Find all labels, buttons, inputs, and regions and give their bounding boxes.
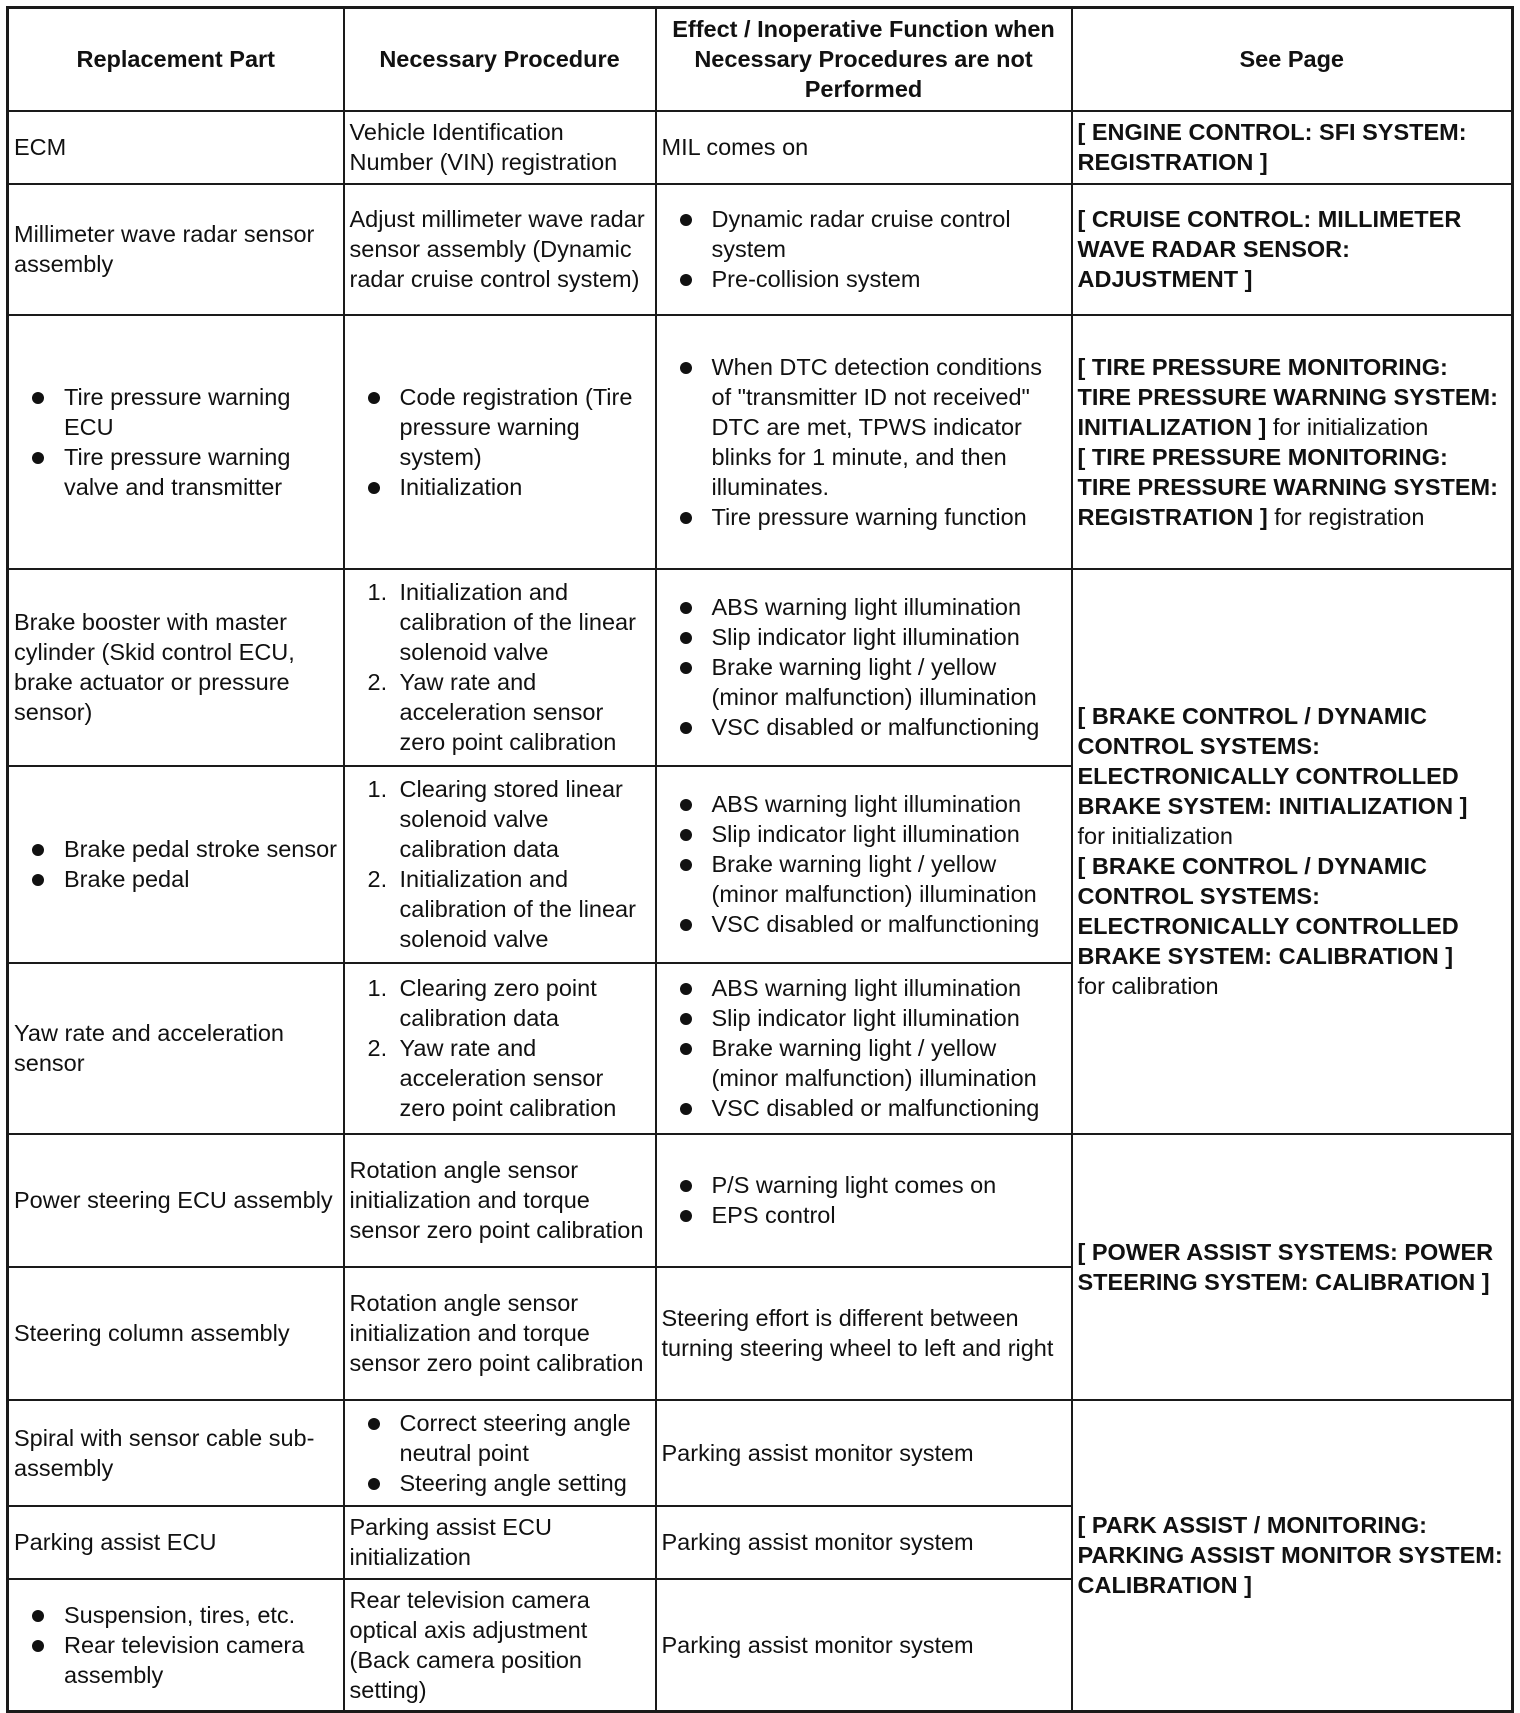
bullet-item: Tire pressure warning valve and transmitter xyxy=(14,442,338,502)
numbered-item xyxy=(350,1033,650,1123)
numbered-item xyxy=(350,577,650,667)
item-text: Yaw rate and acceleration sensor zero point calibration xyxy=(399,669,617,755)
item-number: 2. xyxy=(367,866,388,892)
bullet-item: Pre-collision system xyxy=(662,264,1066,294)
table-row xyxy=(8,1400,1513,1506)
bullet-item: VSC disabled or malfunctioning xyxy=(662,712,1066,742)
effect-cell xyxy=(656,184,1072,315)
bullet-item: Brake pedal xyxy=(14,864,338,894)
bullet-item: Dynamic radar cruise control system xyxy=(662,204,1066,264)
header-effect: Effect / Inoperative Function when Necessary Procedures are not Performed xyxy=(656,8,1072,111)
effect-cell: Parking assist monitor system xyxy=(656,1400,1072,1506)
see-page-link[interactable]: [ BRAKE CONTROL / DYNAMIC CONTROL SYSTEMS: ELECTRONICALLY CONTROLLED BRAKE SYSTEM: CALIBRATION ] xyxy=(1077,853,1459,969)
replacement-parts-table xyxy=(6,6,1514,1713)
see-page-link[interactable]: [ POWER ASSIST SYSTEMS: POWER STEERING SYSTEM: CALIBRATION ] xyxy=(1077,1238,1494,1295)
see-page-cell xyxy=(1072,315,1513,569)
bullet-item: EPS control xyxy=(662,1200,1066,1230)
see-page-suffix: for initialization xyxy=(1266,413,1429,440)
table-row xyxy=(8,569,1513,766)
see-page-link[interactable]: [ BRAKE CONTROL / DYNAMIC CONTROL SYSTEMS: ELECTRONICALLY CONTROLLED BRAKE SYSTEM: INITIALIZATION ] xyxy=(1077,703,1468,819)
item-number: 1. xyxy=(367,579,388,605)
part-cell: Millimeter wave radar sensor assembly xyxy=(8,184,344,315)
bullet-item: VSC disabled or malfunctioning xyxy=(662,1093,1066,1123)
see-page-suffix: for calibration xyxy=(1077,973,1219,999)
see-page-link[interactable]: [ CRUISE CONTROL: MILLIMETER WAVE RADAR SENSOR: ADJUSTMENT ] xyxy=(1077,206,1462,292)
bullet-item: P/S warning light comes on xyxy=(662,1170,1066,1200)
part-cell: Spiral with sensor cable sub-assembly xyxy=(8,1400,344,1506)
bullet-item: Brake pedal stroke sensor xyxy=(14,834,338,864)
header-row xyxy=(8,8,1513,111)
numbered-item xyxy=(350,774,650,864)
bullet-item: Brake warning light / yellow (minor malfunction) illumination xyxy=(662,849,1066,909)
procedure-cell xyxy=(344,766,656,963)
bullet-item: Code registration (Tire pressure warning system) xyxy=(350,382,650,472)
procedure-cell xyxy=(344,569,656,766)
effect-cell xyxy=(656,315,1072,569)
part-cell: ECM xyxy=(8,111,344,184)
see-page-link[interactable]: [ ENGINE CONTROL: SFI SYSTEM: REGISTRATION ] xyxy=(1077,119,1467,175)
part-cell xyxy=(8,1579,344,1712)
bullet-item: Rear television camera assembly xyxy=(14,1630,338,1690)
part-cell: Yaw rate and acceleration sensor xyxy=(8,963,344,1134)
see-page-link[interactable]: [ PARK ASSIST / MONITORING: PARKING ASSIST MONITOR SYSTEM: CALIBRATION ] xyxy=(1077,1512,1503,1599)
part-cell: Steering column assembly xyxy=(8,1267,344,1400)
effect-cell: Parking assist monitor system xyxy=(656,1506,1072,1579)
item-text: Clearing stored linear solenoid valve calibration data xyxy=(399,776,623,862)
see-page-cell xyxy=(1072,1400,1513,1712)
bullet-item: ABS warning light illumination xyxy=(662,592,1066,622)
procedure-cell xyxy=(344,315,656,569)
header-see-page: See Page xyxy=(1072,8,1513,111)
header-replacement-part: Replacement Part xyxy=(8,8,344,111)
see-page-link[interactable]: [ TIRE PRESSURE MONITORING: TIRE PRESSURE WARNING SYSTEM: REGISTRATION ] xyxy=(1077,443,1498,530)
procedure-cell xyxy=(344,1400,656,1506)
item-number: 2. xyxy=(367,1035,388,1061)
table-row xyxy=(8,315,1513,569)
bullet-item: Suspension, tires, etc. xyxy=(14,1600,338,1630)
bullet-item: ABS warning light illumination xyxy=(662,789,1066,819)
item-number: 2. xyxy=(367,669,388,695)
bullet-item: ABS warning light illumination xyxy=(662,973,1066,1003)
bullet-item: Correct steering angle neutral point xyxy=(350,1408,650,1468)
table-row xyxy=(8,111,1513,184)
bullet-item: Tire pressure warning ECU xyxy=(14,382,338,442)
numbered-item xyxy=(350,667,650,757)
effect-cell: MIL comes on xyxy=(656,111,1072,184)
item-text: Clearing zero point calibration data xyxy=(399,975,597,1031)
effect-cell: Parking assist monitor system xyxy=(656,1579,1072,1712)
effect-cell: Steering effort is different between turning steering wheel to left and right xyxy=(656,1267,1072,1400)
procedure-cell: Parking assist ECU initialization xyxy=(344,1506,656,1579)
part-cell: Brake booster with master cylinder (Skid control ECU, brake actuator or pressure sensor) xyxy=(8,569,344,766)
numbered-item xyxy=(350,973,650,1033)
item-number: 1. xyxy=(367,776,388,802)
bullet-item: Brake warning light / yellow (minor malfunction) illumination xyxy=(662,652,1066,712)
item-number: 1. xyxy=(367,975,388,1001)
bullet-item: When DTC detection conditions of "transmitter ID not received" DTC are met, TPWS indicator blinks for 1 minute, and then illuminates. xyxy=(662,352,1066,502)
procedure-cell: Vehicle Identification Number (VIN) registration xyxy=(344,111,656,184)
table-row xyxy=(8,184,1513,315)
bullet-item: Brake warning light / yellow (minor malfunction) illumination xyxy=(662,1033,1066,1093)
numbered-item xyxy=(350,864,650,954)
see-page-link[interactable]: [ TIRE PRESSURE MONITORING: TIRE PRESSURE WARNING SYSTEM: INITIALIZATION ] xyxy=(1077,353,1498,440)
part-cell: Parking assist ECU xyxy=(8,1506,344,1579)
procedure-cell: Rotation angle sensor initialization and torque sensor zero point calibration xyxy=(344,1267,656,1400)
bullet-item: Slip indicator light illumination xyxy=(662,819,1066,849)
see-page-suffix: for initialization xyxy=(1077,823,1233,849)
procedure-cell: Rotation angle sensor initialization and torque sensor zero point calibration xyxy=(344,1134,656,1267)
bullet-item: Slip indicator light illumination xyxy=(662,1003,1066,1033)
item-text: Yaw rate and acceleration sensor zero point calibration xyxy=(399,1035,617,1121)
table-row xyxy=(8,1134,1513,1267)
procedure-cell: Adjust millimeter wave radar sensor assembly (Dynamic radar cruise control system) xyxy=(344,184,656,315)
procedure-cell: Rear television camera optical axis adjustment (Back camera position setting) xyxy=(344,1579,656,1712)
see-page-cell xyxy=(1072,184,1513,315)
bullet-item: Steering angle setting xyxy=(350,1468,650,1498)
effect-cell xyxy=(656,1134,1072,1267)
part-cell xyxy=(8,315,344,569)
bullet-item: Initialization xyxy=(350,472,650,502)
bullet-item: VSC disabled or malfunctioning xyxy=(662,909,1066,939)
part-cell: Power steering ECU assembly xyxy=(8,1134,344,1267)
bullet-item: Slip indicator light illumination xyxy=(662,622,1066,652)
procedure-cell xyxy=(344,963,656,1134)
see-page-suffix: for registration xyxy=(1267,503,1425,530)
part-cell xyxy=(8,766,344,963)
see-page-cell xyxy=(1072,1134,1513,1400)
header-necessary-procedure: Necessary Procedure xyxy=(344,8,656,111)
effect-cell xyxy=(656,569,1072,766)
item-text: Initialization and calibration of the linear solenoid valve xyxy=(399,579,636,665)
see-page-cell xyxy=(1072,569,1513,1134)
effect-cell xyxy=(656,963,1072,1134)
item-text: Initialization and calibration of the linear solenoid valve xyxy=(399,866,636,952)
bullet-item: Tire pressure warning function xyxy=(662,502,1066,532)
effect-cell xyxy=(656,766,1072,963)
see-page-cell xyxy=(1072,111,1513,184)
